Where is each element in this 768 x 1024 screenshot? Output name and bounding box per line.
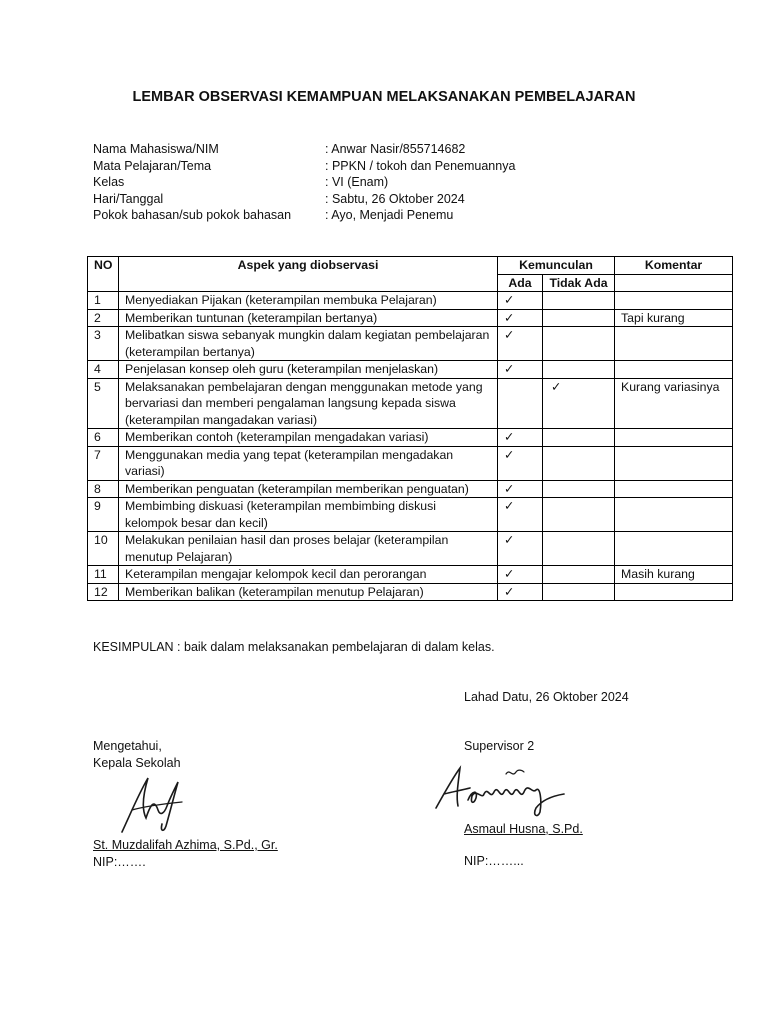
row-number: 10 bbox=[88, 532, 119, 566]
row-aspect: Melaksanakan pembelajaran dengan menggunakan metode yang bervariasi dan memberi pengalaman langsung kepada siswa (keterampilan mangadakan variasi) bbox=[119, 378, 498, 429]
row-number: 12 bbox=[88, 583, 119, 601]
row-number: 5 bbox=[88, 378, 119, 429]
row-comment: Masih kurang bbox=[615, 566, 733, 584]
supervisor-name: Asmaul Husna, S.Pd. bbox=[464, 821, 583, 836]
row-number: 8 bbox=[88, 480, 119, 498]
row-tidak-ada-check bbox=[543, 429, 615, 447]
row-aspect: Penjelasan konsep oleh guru (keterampilan menjelaskan) bbox=[119, 361, 498, 379]
principal-name: St. Muzdalifah Azhima, S.Pd., Gr. bbox=[93, 838, 278, 852]
observation-table bbox=[87, 256, 733, 601]
row-comment bbox=[615, 429, 733, 447]
row-tidak-ada-check bbox=[543, 292, 615, 310]
row-tidak-ada-check bbox=[543, 480, 615, 498]
row-aspect: Melibatkan siswa sebanyak mungkin dalam kegiatan pembelajaran (keterampilan bertanya) bbox=[119, 327, 498, 361]
info-label: Mata Pelajaran/Tema bbox=[93, 158, 212, 173]
row-number: 9 bbox=[88, 498, 119, 532]
row-number: 11 bbox=[88, 566, 119, 584]
header-tidak-ada: Tidak Ada bbox=[543, 274, 615, 292]
row-tidak-ada-check bbox=[543, 446, 615, 480]
info-value: : PPKN / tokoh dan Penemuannya bbox=[325, 158, 516, 173]
row-ada-check: ✓ bbox=[498, 446, 543, 480]
info-label: Nama Mahasiswa/NIM bbox=[93, 142, 219, 156]
table-row bbox=[88, 583, 733, 601]
row-aspect: Memberikan penguatan (keterampilan memberikan penguatan) bbox=[119, 480, 498, 498]
principal-signature-image bbox=[112, 770, 192, 840]
info-value: : Anwar Nasir/855714682 bbox=[325, 142, 466, 156]
info-label: Pokok bahasan/sub pokok bahasan bbox=[93, 208, 292, 223]
row-aspect: Memberikan tuntunan (keterampilan bertanya) bbox=[119, 309, 498, 327]
row-number: 3 bbox=[88, 327, 119, 361]
row-ada-check: ✓ bbox=[498, 327, 543, 361]
row-ada-check: ✓ bbox=[498, 532, 543, 566]
row-number: 4 bbox=[88, 361, 119, 379]
header-komentar: Komentar bbox=[615, 257, 733, 275]
principal-role: Kepala Sekolah bbox=[93, 755, 181, 770]
row-aspect: Keterampilan mengajar kelompok kecil dan perorangan bbox=[119, 566, 498, 584]
table-row bbox=[88, 378, 733, 429]
row-tidak-ada-check bbox=[543, 566, 615, 584]
header-komentar-sub bbox=[615, 274, 733, 292]
table-row bbox=[88, 446, 733, 480]
row-comment bbox=[615, 292, 733, 310]
row-number: 1 bbox=[88, 292, 119, 310]
info-value: : Ayo, Menjadi Penemu bbox=[325, 208, 454, 223]
row-aspect: Menyediakan Pijakan (keterampilan membuka Pelajaran) bbox=[119, 292, 498, 310]
table-row bbox=[88, 327, 733, 361]
row-aspect: Memberikan balikan (keterampilan menutup Pelajaran) bbox=[119, 583, 498, 601]
table-row bbox=[88, 292, 733, 310]
table-row bbox=[88, 361, 733, 379]
row-tidak-ada-check bbox=[543, 327, 615, 361]
row-aspect: Memberikan contoh (keterampilan mengadakan variasi) bbox=[119, 429, 498, 447]
header-kemunculan: Kemunculan bbox=[498, 257, 615, 275]
supervisor-signature-image bbox=[432, 760, 572, 820]
info-label: Hari/Tanggal bbox=[93, 191, 164, 206]
table-row bbox=[88, 309, 733, 327]
acknowledged-label: Mengetahui, bbox=[93, 739, 162, 753]
row-tidak-ada-check bbox=[543, 583, 615, 601]
conclusion: KESIMPULAN : baik dalam melaksanakan pembelajaran di dalam kelas. bbox=[93, 640, 495, 654]
row-ada-check: ✓ bbox=[498, 429, 543, 447]
row-ada-check: ✓ bbox=[498, 498, 543, 532]
header-ada: Ada bbox=[498, 274, 543, 292]
row-ada-check: ✓ bbox=[498, 583, 543, 601]
table-row bbox=[88, 566, 733, 584]
row-number: 2 bbox=[88, 309, 119, 327]
table-row bbox=[88, 498, 733, 532]
row-comment: Tapi kurang bbox=[615, 309, 733, 327]
row-ada-check: ✓ bbox=[498, 566, 543, 584]
supervisor-nip: NIP:……... bbox=[464, 854, 524, 868]
row-tidak-ada-check: ✓ bbox=[543, 378, 615, 429]
info-value: : Sabtu, 26 Oktober 2024 bbox=[325, 191, 465, 206]
row-tidak-ada-check bbox=[543, 361, 615, 379]
principal-nip: NIP:……. bbox=[93, 854, 146, 869]
supervisor-role: Supervisor 2 bbox=[464, 739, 535, 753]
row-comment bbox=[615, 480, 733, 498]
row-ada-check: ✓ bbox=[498, 292, 543, 310]
table-row bbox=[88, 480, 733, 498]
row-comment bbox=[615, 498, 733, 532]
row-ada-check bbox=[498, 378, 543, 429]
row-tidak-ada-check bbox=[543, 532, 615, 566]
row-aspect: Melakukan penilaian hasil dan proses belajar (keterampilan menutup Pelajaran) bbox=[119, 532, 498, 566]
table-row bbox=[88, 429, 733, 447]
row-comment bbox=[615, 532, 733, 566]
observation-rows bbox=[88, 292, 733, 601]
page-title: LEMBAR OBSERVASI KEMAMPUAN MELAKSANAKAN PEMBELAJARAN bbox=[132, 89, 636, 105]
row-ada-check: ✓ bbox=[498, 309, 543, 327]
row-aspect: Membimbing diskuasi (keterampilan membimbing diskusi kelompok besar dan kecil) bbox=[119, 498, 498, 532]
row-tidak-ada-check bbox=[543, 498, 615, 532]
info-label: Kelas bbox=[93, 175, 125, 190]
info-value: : VI (Enam) bbox=[325, 175, 389, 190]
row-comment: Kurang variasinya bbox=[615, 378, 733, 429]
row-ada-check: ✓ bbox=[498, 361, 543, 379]
row-comment bbox=[615, 361, 733, 379]
row-aspect: Menggunakan media yang tepat (keterampilan mengadakan variasi) bbox=[119, 446, 498, 480]
row-number: 6 bbox=[88, 429, 119, 447]
header-no: NO bbox=[88, 257, 119, 292]
row-tidak-ada-check bbox=[543, 309, 615, 327]
row-number: 7 bbox=[88, 446, 119, 480]
row-ada-check: ✓ bbox=[498, 480, 543, 498]
table-row bbox=[88, 532, 733, 566]
row-comment bbox=[615, 327, 733, 361]
header-aspect: Aspek yang diobservasi bbox=[119, 257, 498, 292]
row-comment bbox=[615, 446, 733, 480]
place-date: Lahad Datu, 26 Oktober 2024 bbox=[464, 690, 629, 704]
row-comment bbox=[615, 583, 733, 601]
